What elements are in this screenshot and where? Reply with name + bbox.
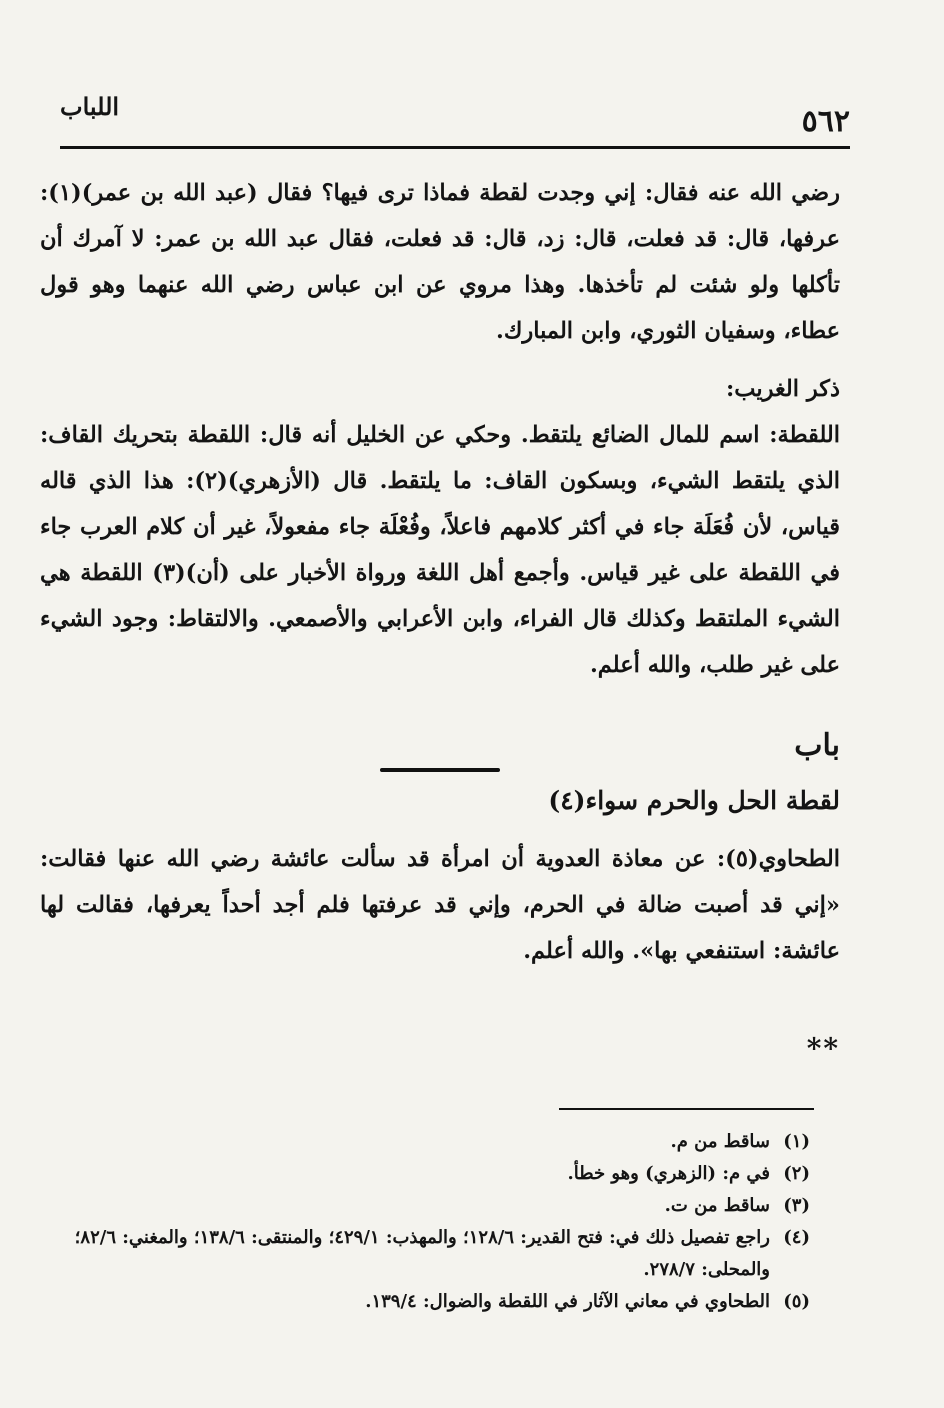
main-text <box>40 170 840 1064</box>
footnote-text: راجع تفصيل ذلك في: فتح القدير: ١٢٨/٦؛ والمهذب: ٤٢٩/١؛ والمنتقى: ١٣٨/٦؛ والمغني: ٨٢/٦؛ والمحلى: ٢٧٨/٧. <box>74 1227 770 1280</box>
chapter-word: باب <box>794 728 840 763</box>
footnote-item <box>20 1190 810 1222</box>
paragraph-gap <box>40 354 840 366</box>
paragraph-1: رضي الله عنه فقال: إني وجدت لقطة فماذا ترى فيها؟ فقال (عبد الله بن عمر)(١): عرفها، قال: قد فعلت، قال: زد، قال: قد فعلت، فقال عبد الله بن عمر: لا آمرك أن تأكلها ولو شئت لم تأخذها. وهذا مروي عن ابن عباس رضي الله عنهما وهو قول عطاء، وسفيان الثوري، وابن المبارك. <box>40 180 840 344</box>
footnote-text: الطحاوي في معاني الآثار في اللقطة والضوال: ١٣٩/٤. <box>365 1291 770 1312</box>
footnotes <box>20 1126 810 1318</box>
footnote-text: ساقط من م. <box>670 1131 770 1152</box>
footnote-item <box>20 1126 810 1158</box>
footnote-item <box>20 1158 810 1190</box>
chapter-paragraph: الطحاوي(٥): عن معاذة العدوية أن امرأة قد سألت عائشة رضي الله عنها فقالت: «إني قد أصبت ضالة في الحرم، وإني قد عرفتها فلم أجد أحداً يعرفها، فقالت لها عائشة: استنفعي بها». والله أعلم. <box>40 846 840 964</box>
footnote-item <box>20 1286 810 1318</box>
chapter-heading <box>40 728 840 824</box>
page-number: ٥٦٢ <box>801 104 850 139</box>
running-title: اللباب <box>60 92 120 121</box>
footnote-number: (٥) <box>783 1291 810 1312</box>
chapter-underline <box>380 768 500 772</box>
footnote-number: (٤) <box>783 1227 810 1248</box>
footnote-item <box>20 1222 810 1286</box>
section-end-stars: ** <box>806 1032 840 1065</box>
chapter-title: لقطة الحل والحرم سواء(٤) <box>548 786 840 815</box>
footnote-number: (٢) <box>783 1163 810 1184</box>
gharib-paragraph: اللقطة: اسم للمال الضائع يلتقط. وحكي عن الخليل أنه قال: اللقطة بتحريك القاف: الذي يلتقط الشيء، وبسكون القاف: ما يلتقط. قال (الأزهري)(٢): هذا الذي قاله قياس، لأن فُعَلَة جاء في أكثر كلامهم فاعلاً، وفُعْلَة جاء مفعولاً، غير أن كلام العرب جاء في اللقطة على غير قياس. وأجمع أهل اللغة ورواة الأخبار على (أن)(٣) اللقطة هي الشيء الملتقط وكذلك قال الفراء، وابن الأعرابي والأصمعي. والالتقاط: وجود الشيء على غير طلب، والله أعلم. <box>40 422 841 678</box>
header-rule <box>60 146 850 149</box>
footnote-text: ساقط من ت. <box>664 1195 770 1216</box>
gharib-heading: ذكر الغريب: <box>725 376 840 402</box>
footnote-text: في م: (الزهري) وهو خطأ. <box>567 1163 770 1184</box>
footnote-number: (٣) <box>783 1195 810 1216</box>
footnote-number: (١) <box>783 1131 810 1152</box>
page-header <box>60 82 850 152</box>
footnote-rule <box>559 1108 814 1110</box>
